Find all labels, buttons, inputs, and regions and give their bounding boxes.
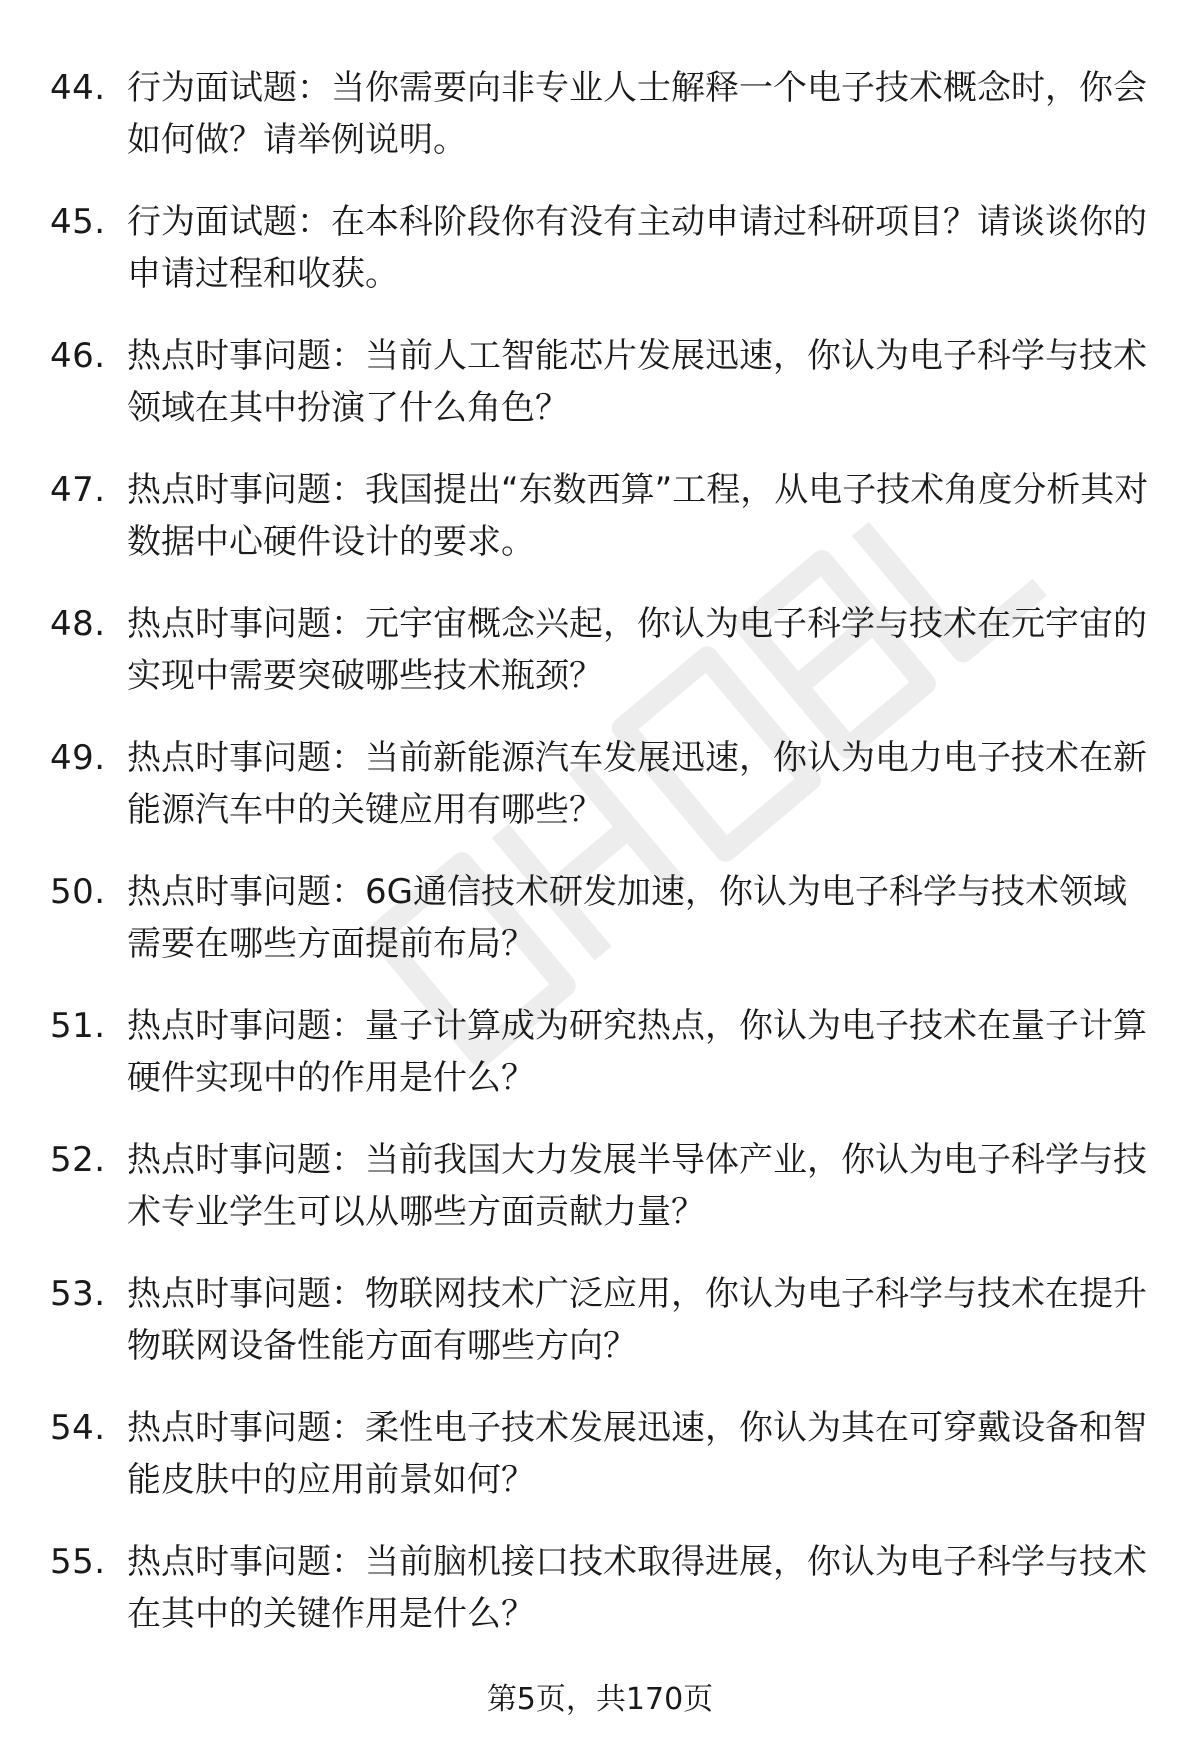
question-number: 46. (50, 336, 106, 376)
list-item (0, 1120, 1200, 1254)
question-number: 47. (50, 470, 106, 510)
question-text: 热点时事问题：量子计算成为研究热点，你认为电子技术在量子计算硬件实现中的作用是什么？ (127, 1006, 1147, 1098)
list-item (0, 450, 1200, 584)
list-item (0, 316, 1200, 450)
question-number: 48. (50, 604, 106, 644)
question-number: 52. (50, 1140, 106, 1180)
question-number: 49. (50, 738, 106, 778)
page-footer: 第5页，共170页 (486, 1682, 714, 1717)
list-item (0, 718, 1200, 852)
question-text: 热点时事问题：当前人工智能芯片发展迅速，你认为电子科学与技术领域在其中扮演了什么角色？ (127, 336, 1147, 428)
question-text: 热点时事问题：当前脑机接口技术取得进展，你认为电子科学与技术在其中的关键作用是什么？ (127, 1542, 1147, 1634)
question-number: 53. (50, 1274, 106, 1314)
question-text: 热点时事问题：物联网技术广泛应用，你认为电子科学与技术在提升物联网设备性能方面有哪些方向？ (127, 1274, 1147, 1366)
question-number: 50. (50, 872, 106, 912)
question-number: 45. (50, 202, 106, 242)
question-text: 热点时事问题：柔性电子技术发展迅速，你认为其在可穿戴设备和智能皮肤中的应用前景如何？ (127, 1408, 1147, 1500)
question-number: 51. (50, 1006, 106, 1046)
list-item (0, 1388, 1200, 1522)
question-text: 热点时事问题：元宇宙概念兴起，你认为电子科学与技术在元宇宙的实现中需要突破哪些技术瓶颈？ (127, 604, 1147, 696)
question-list (0, 48, 1200, 1656)
question-text: 热点时事问题：当前新能源汽车发展迅速，你认为电力电子技术在新能源汽车中的关键应用有哪些？ (127, 738, 1147, 830)
list-item (0, 48, 1200, 182)
list-item (0, 1254, 1200, 1388)
list-item (0, 584, 1200, 718)
question-text: 行为面试题：在本科阶段你有没有主动申请过科研项目？请谈谈你的申请过程和收获。 (127, 202, 1147, 294)
list-item (0, 852, 1200, 986)
question-text: 行为面试题：当你需要向非专业人士解释一个电子技术概念时，你会如何做？请举例说明。 (127, 68, 1147, 160)
question-number: 55. (50, 1542, 106, 1582)
question-text: 热点时事问题：当前我国大力发展半导体产业，你认为电子科学与技术专业学生可以从哪些方面贡献力量？ (127, 1140, 1147, 1232)
question-number: 44. (50, 68, 106, 108)
question-text: 热点时事问题：我国提出“东数西算”工程，从电子技术角度分析其对数据中心硬件设计的要求。 (127, 470, 1149, 562)
question-number: 54. (50, 1408, 106, 1448)
list-item (0, 182, 1200, 316)
question-text: 热点时事问题：6G通信技术研发加速，你认为电子科学与技术领域需要在哪些方面提前布局？ (127, 872, 1127, 964)
list-item (0, 1522, 1200, 1656)
list-item (0, 986, 1200, 1120)
